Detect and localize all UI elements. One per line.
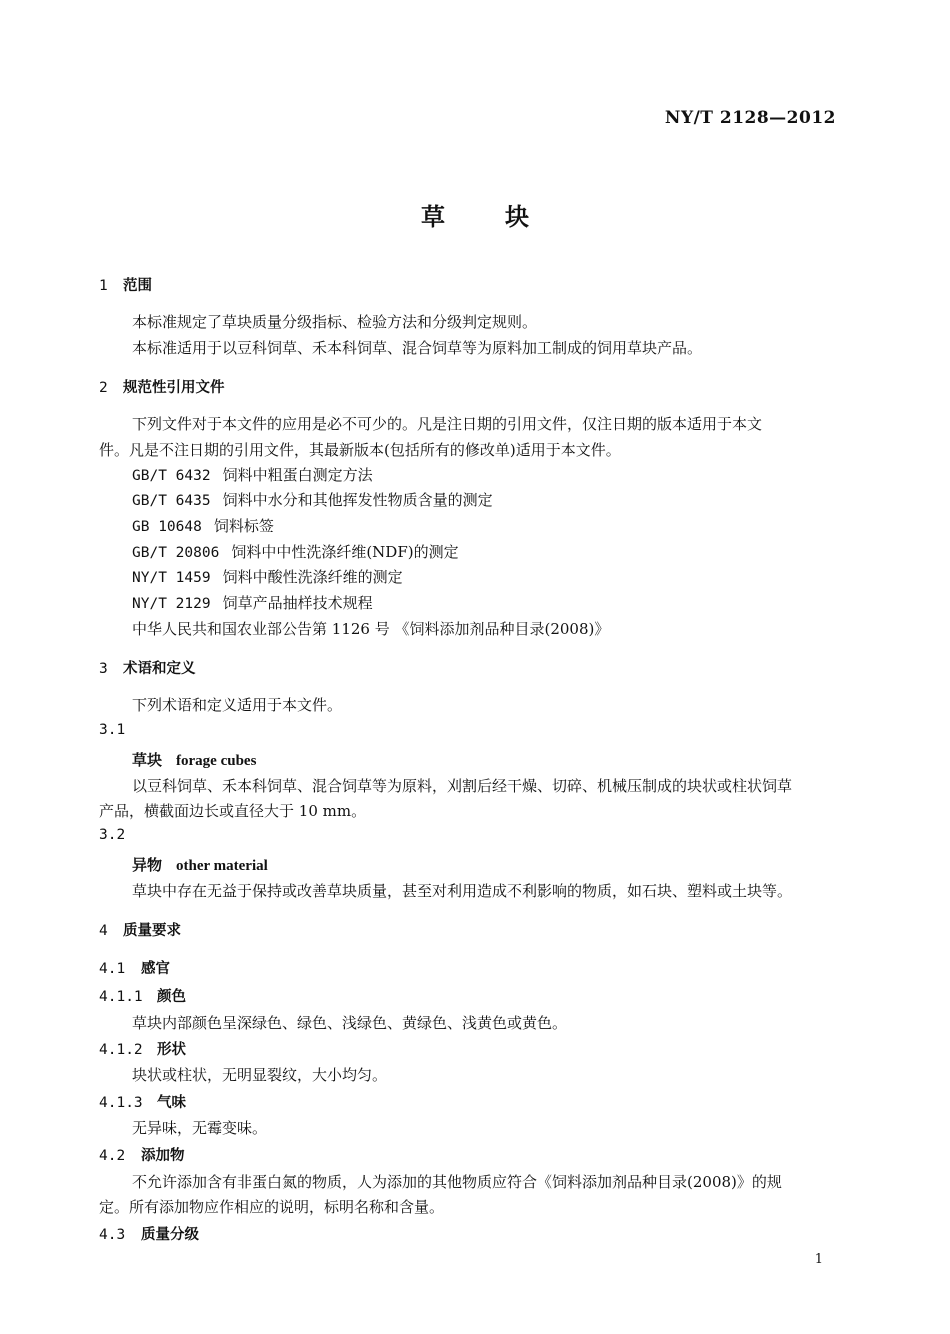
paragraph: 本标准适用于以豆科饲草、禾本科饲草、混合饲草等为原料加工制成的饲用草块产品。 xyxy=(132,339,703,357)
section-title: 感官 xyxy=(141,961,170,977)
section-title: 气味 xyxy=(157,1095,186,1111)
section-number: 4.2 xyxy=(99,1148,126,1164)
reference-item xyxy=(132,515,274,536)
term-definition: 以豆科饲草、禾本科饲草、混合饲草等为原料，刈割后经干燥、切碎、机械压制成的块状或柱状饲草 xyxy=(132,777,793,795)
title-char-2: 块 xyxy=(505,203,529,231)
reference-name: 饲料中中性洗涤纤维(NDF)的测定 xyxy=(231,543,459,561)
term-definition: 草块中存在无益于保持或改善草块质量，甚至对利用造成不利影响的物质，如石块、塑料或土块等。 xyxy=(132,882,793,900)
reference-item xyxy=(132,464,373,485)
term-heading xyxy=(132,749,256,770)
section-title: 颜色 xyxy=(157,989,186,1005)
section-title: 术语和定义 xyxy=(123,661,196,677)
section-4-heading xyxy=(99,919,181,940)
paragraph: 定。所有添加物应作相应的说明，标明名称和含量。 xyxy=(99,1198,445,1216)
section-number: 3 xyxy=(99,661,108,677)
term-number: 3.1 xyxy=(99,722,126,738)
section-number: 1 xyxy=(99,278,108,294)
term-chinese: 草块 xyxy=(132,751,163,769)
reference-name: 饲草产品抽样技术规程 xyxy=(222,594,373,612)
reference-item: 中华人民共和国农业部公告第 1126 号 《饲料添加剂品种目录(2008)》 xyxy=(132,620,610,638)
section-title: 范围 xyxy=(123,278,152,294)
term-definition: 产品，横截面边长或直径大于 10 mm。 xyxy=(99,802,367,820)
paragraph: 不允许添加含有非蛋白氮的物质，人为添加的其他物质应符合《饲料添加剂品种目录(2008)》的规 xyxy=(132,1173,782,1191)
reference-name: 饲料中水分和其他挥发性物质含量的测定 xyxy=(222,491,493,509)
reference-code: NY/T 1459 xyxy=(132,570,211,586)
reference-item xyxy=(132,566,403,587)
subsection-heading xyxy=(99,1223,199,1244)
reference-code: GB/T 6435 xyxy=(132,493,211,509)
paragraph: 无异味，无霉变味。 xyxy=(132,1119,268,1137)
reference-code: GB/T 20806 xyxy=(132,545,220,561)
reference-name: 饲料中酸性洗涤纤维的测定 xyxy=(222,568,403,586)
section-title: 添加物 xyxy=(141,1148,185,1164)
title-char-1: 草 xyxy=(421,203,445,231)
reference-item xyxy=(132,489,493,510)
section-number: 4.3 xyxy=(99,1227,126,1243)
section-title: 规范性引用文件 xyxy=(123,380,225,396)
standard-number: NY/T 2128—2012 xyxy=(664,108,836,128)
section-title: 质量分级 xyxy=(141,1227,199,1243)
term-english: forage cubes xyxy=(176,753,257,769)
section-2-heading xyxy=(99,376,225,397)
section-number: 4.1.1 xyxy=(99,989,143,1005)
section-number: 4 xyxy=(99,923,108,939)
term-number: 3.2 xyxy=(99,827,126,843)
section-number: 4.1 xyxy=(99,961,126,977)
page-number: 1 xyxy=(814,1252,823,1267)
term-english: other material xyxy=(176,858,268,874)
reference-code: NY/T 2129 xyxy=(132,596,211,612)
paragraph: 本标准规定了草块质量分级指标、检验方法和分级判定规则。 xyxy=(132,313,538,331)
section-title: 形状 xyxy=(157,1042,186,1058)
subsection-heading xyxy=(99,1144,185,1165)
section-number: 4.1.3 xyxy=(99,1095,143,1111)
paragraph: 下列文件对于本文件的应用是必不可少的。凡是注日期的引用文件，仅注日期的版本适用于本文 xyxy=(132,415,763,433)
section-number: 4.1.2 xyxy=(99,1042,143,1058)
paragraph: 件。凡是不注日期的引用文件，其最新版本(包括所有的修改单)适用于本文件。 xyxy=(99,441,621,459)
document-title xyxy=(0,197,950,232)
reference-code: GB 10648 xyxy=(132,519,202,535)
subsection-heading xyxy=(99,957,170,978)
subsection-heading xyxy=(99,1091,186,1112)
reference-item xyxy=(132,541,459,562)
section-number: 2 xyxy=(99,380,108,396)
paragraph: 块状或柱状，无明显裂纹，大小均匀。 xyxy=(132,1066,388,1084)
reference-name: 饲料中粗蛋白测定方法 xyxy=(222,466,373,484)
section-1-heading xyxy=(99,274,152,295)
paragraph: 草块内部颜色呈深绿色、绿色、浅绿色、黄绿色、浅黄色或黄色。 xyxy=(132,1014,568,1032)
reference-item xyxy=(132,592,373,613)
reference-code: GB/T 6432 xyxy=(132,468,211,484)
term-heading xyxy=(132,854,268,875)
section-3-heading xyxy=(99,657,196,678)
paragraph: 下列术语和定义适用于本文件。 xyxy=(132,696,343,714)
term-chinese: 异物 xyxy=(132,856,163,874)
section-title: 质量要求 xyxy=(123,923,181,939)
subsection-heading xyxy=(99,985,186,1006)
subsection-heading xyxy=(99,1038,186,1059)
reference-name: 饲料标签 xyxy=(213,517,274,535)
